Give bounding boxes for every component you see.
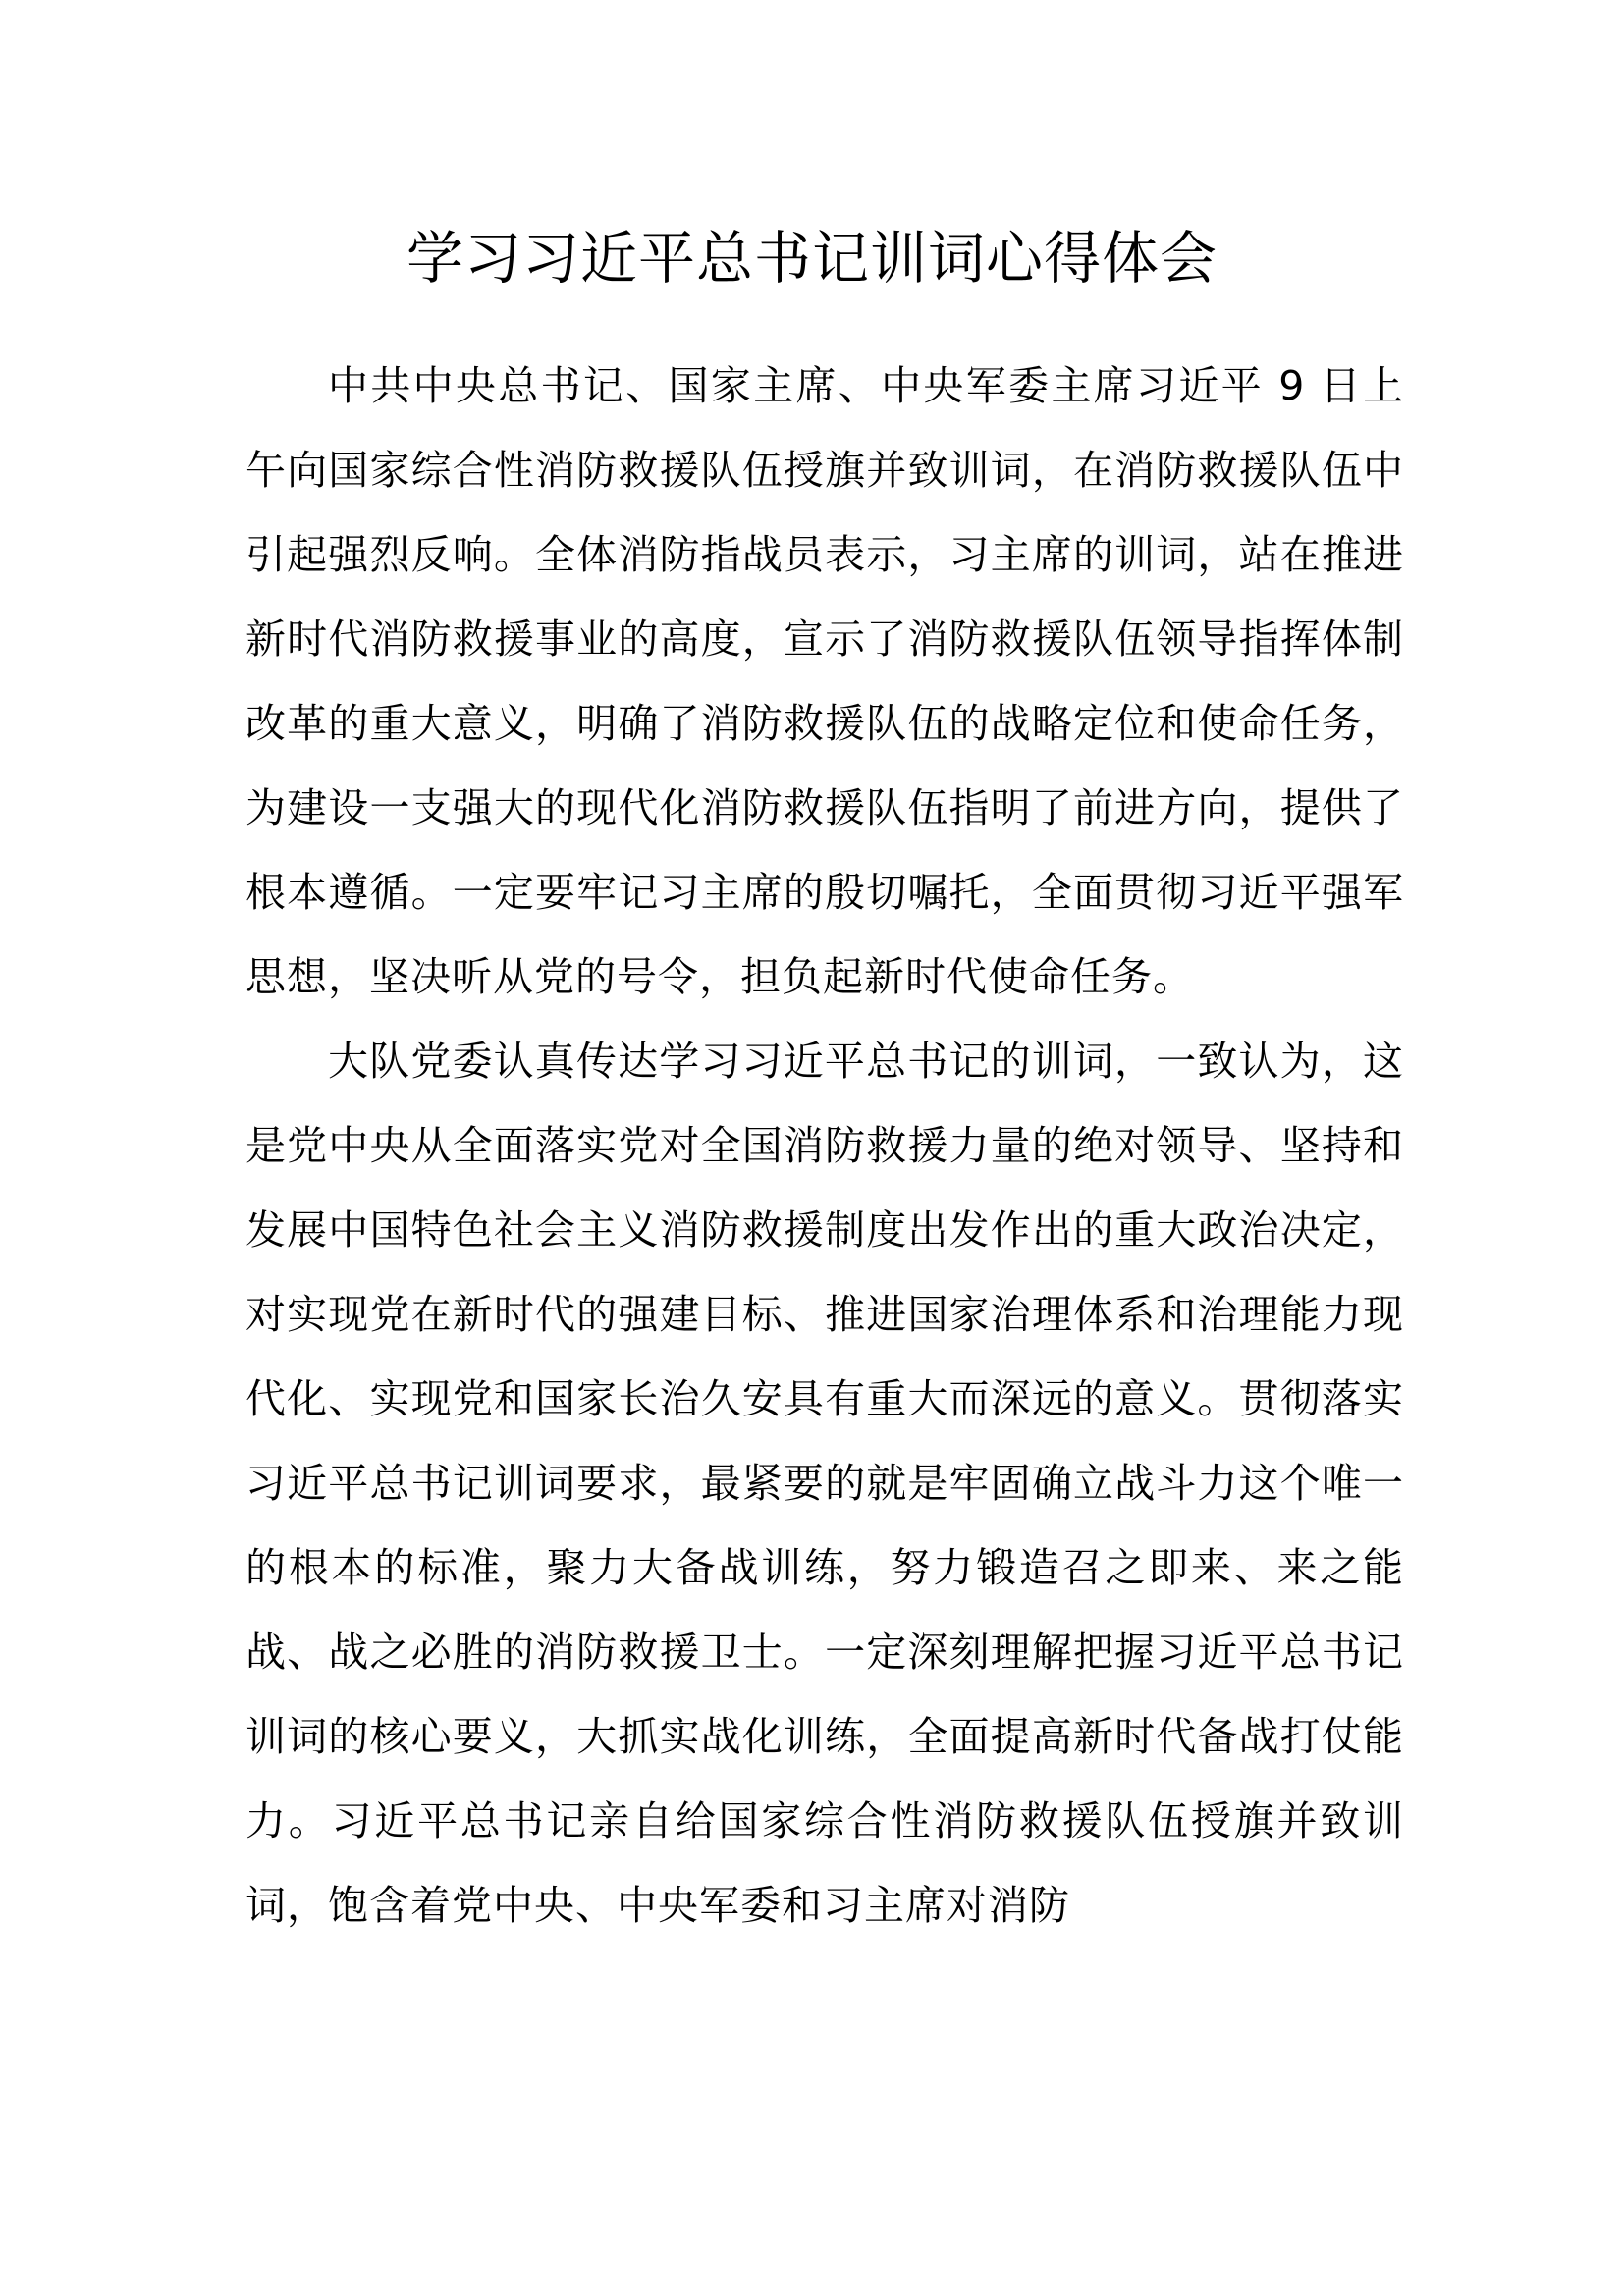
document-body (245, 344, 1404, 1948)
document-title: 学习习近平总书记训词心得体会 (406, 225, 1218, 292)
paragraph-2: 大队党委认真传达学习习近平总书记的训词，一致认为，这是党中央从全面落实党对全国消防救援力量的绝对领导、坚持和发展中国特色社会主义消防救援制度出发作出的重大政治决定，对实现党在新时代的强建目标、推进国家治理体系和治理能力现代化、实现党和国家长治久安具有重大而深远的意义。贯彻落实习近平总书记训词要求，最紧要的就是牢固确立战斗力这个唯一的根本的标准，聚力大备战训练，努力锻造召之即来、来之能战、战之必胜的消防救援卫士。一定深刻理解把握习近平总书记训词的核心要义，大抓实战化训练，全面提高新时代备战打仗能力。习近平总书记亲自给国家综合性消防救援队伍授旗并致训词，饱含着党中央、中央军委和习主席对消防 (245, 1038, 1404, 1929)
paragraph-1: 中共中央总书记、国家主席、中央军委主席习近平 9 日上午向国家综合性消防救援队伍授旗并致训词，在消防救援队伍中引起强烈反响。全体消防指战员表示，习主席的训词，站在推进新时代消防救援事业的高度，宣示了消防救援队伍领导指挥体制改革的重大意义，明确了消防救援队伍的战略定位和使命任务，为建设一支强大的现代化消防救援队伍指明了前进方向，提供了根本遵循。一定要牢记习主席的殷切嘱托，全面贯彻习近平强军思想，坚决听从党的号令，担负起新时代使命任务。 (245, 362, 1404, 1000)
